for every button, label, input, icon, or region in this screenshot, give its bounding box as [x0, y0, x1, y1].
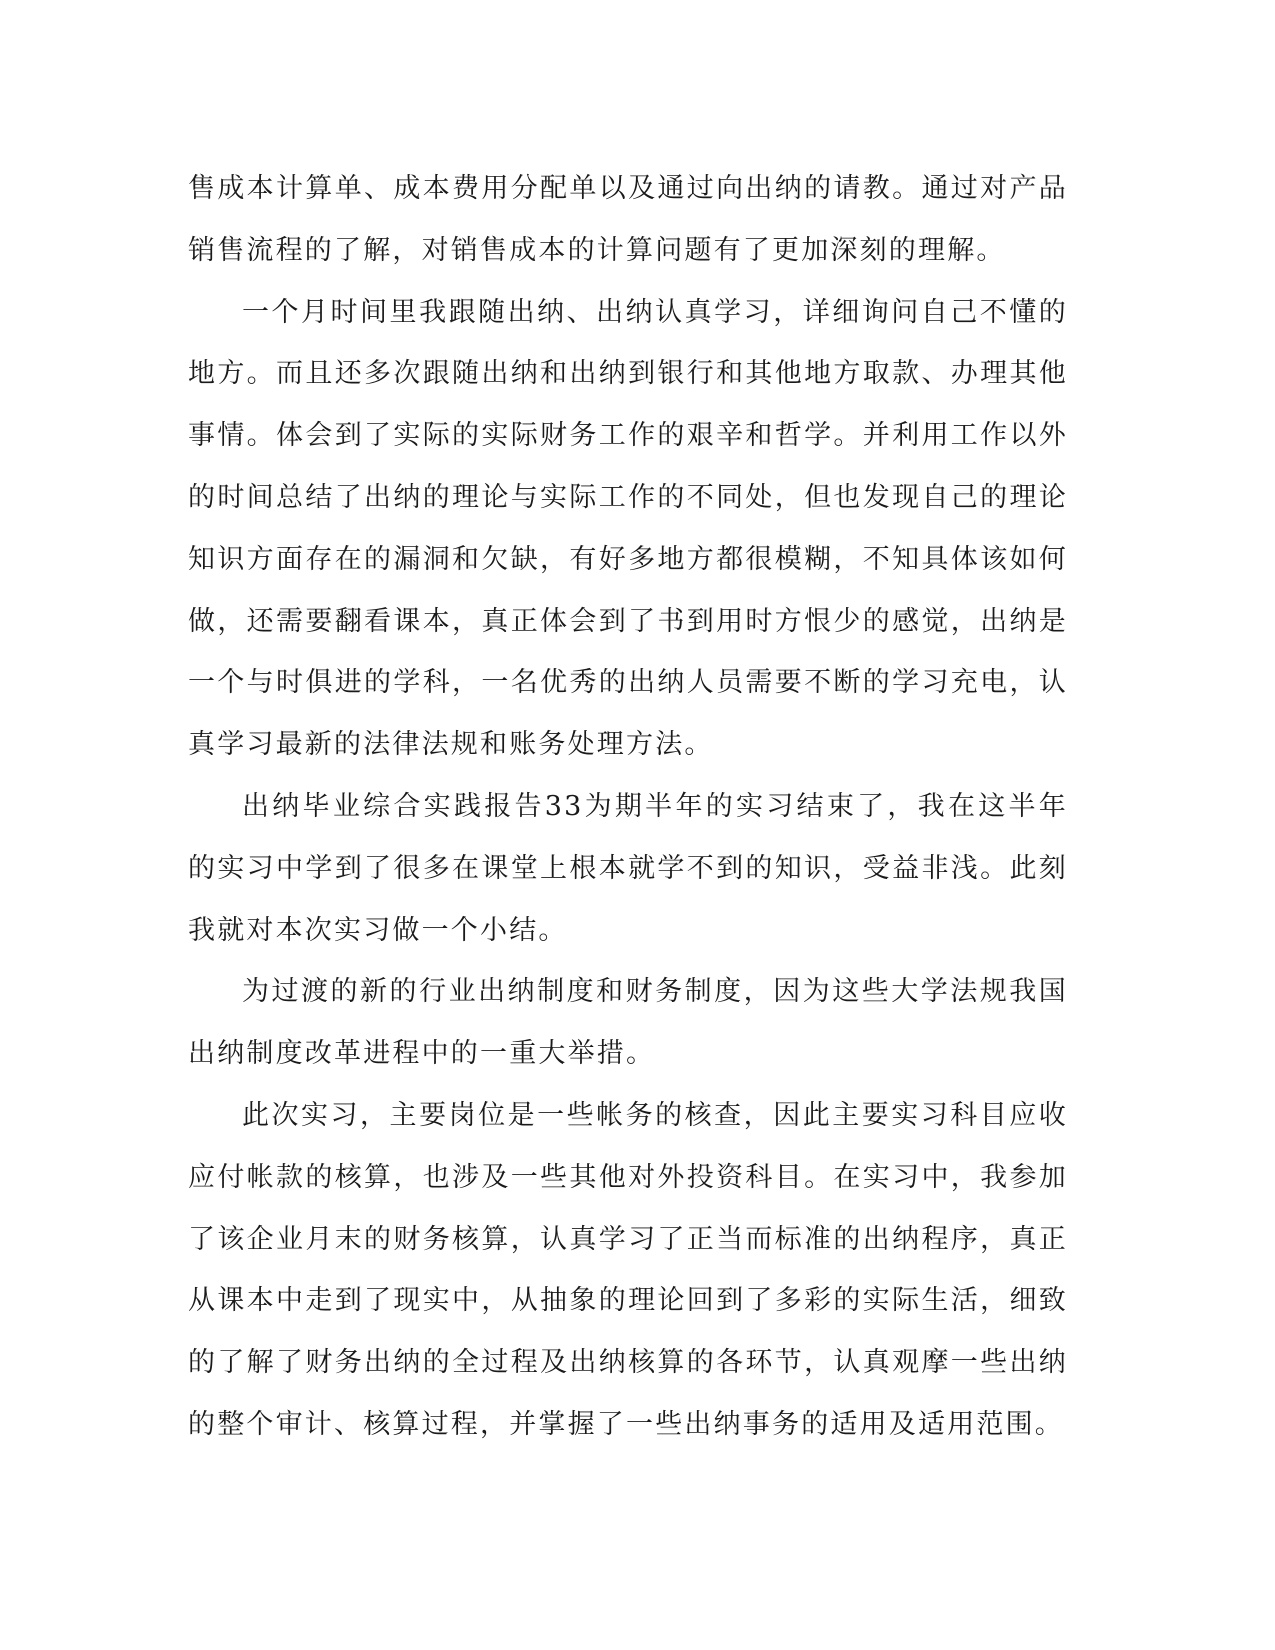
document-body [188, 158, 1068, 1456]
paragraph-3: 出纳毕业综合实践报告33为期半年的实习结束了，我在这半年的实习中学到了很多在课堂上根本就学不到的知识，受益非浅。此刻我就对本次实习做一个小结。 [188, 790, 1068, 946]
paragraph-5: 此次实习，主要岗位是一些帐务的核查，因此主要实习科目应收应付帐款的核算，也涉及一些其他对外投资科目。在实习中，我参加了该企业月末的财务核算，认真学习了正当而标准的出纳程序，真正从课本中走到了现实中，从抽象的理论回到了多彩的实际生活，细致的了解了财务出纳的全过程及出纳核算的各环节，认真观摩一些出纳的整个审计、核算过程，并掌握了一些出纳事务的适用及适用范围。 [188, 1099, 1068, 1440]
paragraph-4: 为过渡的新的行业出纳制度和财务制度，因为这些大学法规我国出纳制度改革进程中的一重大举措。 [188, 976, 1068, 1070]
paragraph-1: 售成本计算单、成本费用分配单以及通过向出纳的请教。通过对产品销售流程的了解，对销售成本的计算问题有了更加深刻的理解。 [188, 173, 1068, 266]
paragraph-2: 一个月时间里我跟随出纳、出纳认真学习，详细询问自己不懂的地方。而且还多次跟随出纳和出纳到银行和其他地方取款、办理其他事情。体会到了实际的实际财务工作的艰辛和哲学。并利用工作以外的时间总结了出纳的理论与实际工作的不同处，但也发现自己的理论知识方面存在的漏洞和欠缺，有好多地方都很模糊，不知具体该如何做，还需要翻看课本，真正体会到了书到用时方恨少的感觉，出纳是一个与时俱进的学科，一名优秀的出纳人员需要不断的学习充电，认真学习最新的法律法规和账务处理方法。 [188, 296, 1068, 761]
